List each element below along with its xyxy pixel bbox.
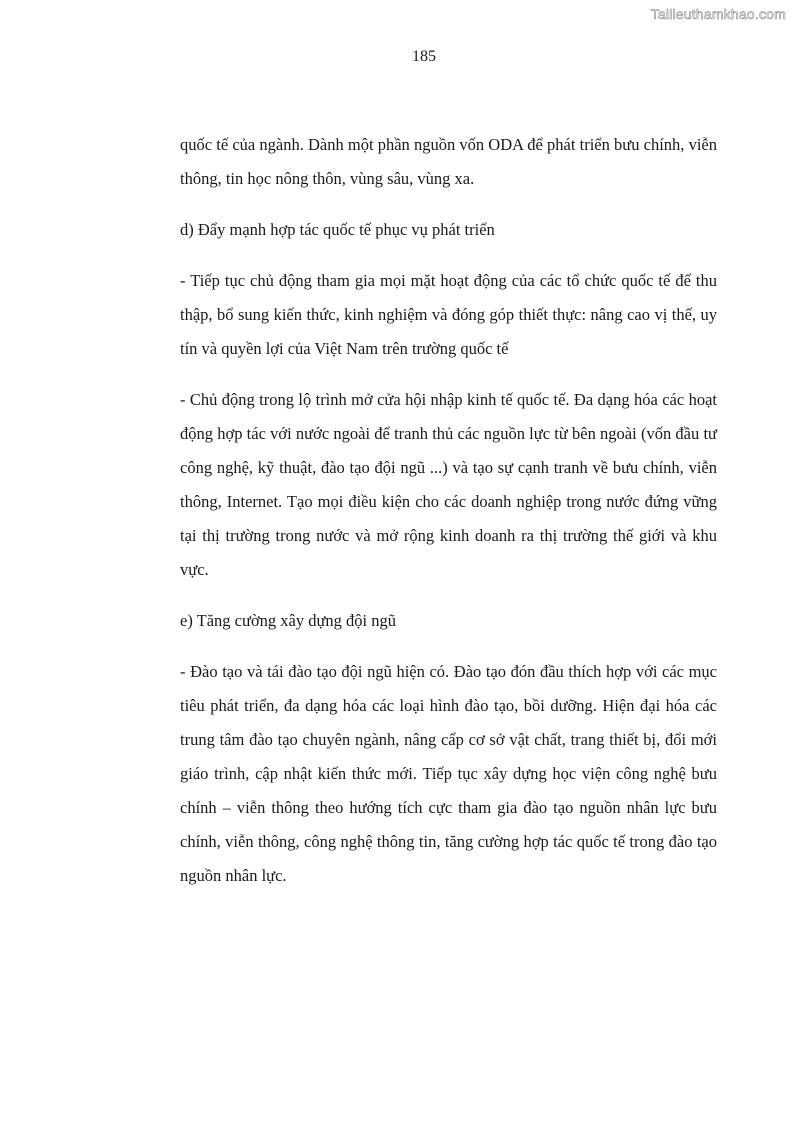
section-heading-e: e) Tăng cường xây dựng đội ngũ xyxy=(180,611,397,630)
document-body xyxy=(180,128,717,910)
paragraph-economic-integration: - Chủ động trong lộ trình mở cửa hội nhập kinh tế quốc tế. Đa dạng hóa các hoạt động hợp tác với nước ngoài để tranh thủ các nguồn lực từ bên ngoài (vốn đầu tư công nghệ, kỹ thuật, đào tạo đội ngũ ...) và tạo sự cạnh tranh về bưu chính, viễn thông, Internet. Tạo mọi điều kiện cho các doanh nghiệp trong nước đứng vững tại thị trường trong nước và mở rộng kinh doanh ra thị trường thế giới và khu vực. xyxy=(180,390,717,579)
paragraph-international-participation: - Tiếp tục chủ động tham gia mọi mặt hoạt động của các tổ chức quốc tế để thu thập, bổ sung kiến thức, kinh nghiệm và đóng góp thiết thực: nâng cao vị thế, uy tín và quyền lợi của Việt Nam trên trường quốc tế xyxy=(180,271,717,358)
watermark: Tailieuthamkhao.com xyxy=(650,6,786,22)
paragraph-oda-funding: quốc tế của ngành. Dành một phần nguồn vốn ODA để phát triển bưu chính, viễn thông, tin học nông thôn, vùng sâu, vùng xa. xyxy=(180,135,717,188)
paragraph-workforce-training: - Đào tạo và tái đào tạo đội ngũ hiện có. Đào tạo đón đầu thích hợp với các mục tiêu phát triển, đa dạng hóa các loại hình đào tạo, bồi dưỡng. Hiện đại hóa các trung tâm đào tạo chuyên ngành, nâng cấp cơ sở vật chất, trang thiết bị, đổi mới giáo trình, cập nhật kiến thức mới. Tiếp tục xây dựng học viện công nghệ bưu chính – viễn thông theo hướng tích cực tham gia đào tạo nguồn nhân lực bưu chính, viễn thông, công nghệ thông tin, tăng cường hợp tác quốc tế trong đào tạo nguồn nhân lực. xyxy=(180,662,717,885)
page-number: 185 xyxy=(412,48,436,65)
section-heading-d: d) Đẩy mạnh hợp tác quốc tế phục vụ phát triển xyxy=(180,220,495,239)
